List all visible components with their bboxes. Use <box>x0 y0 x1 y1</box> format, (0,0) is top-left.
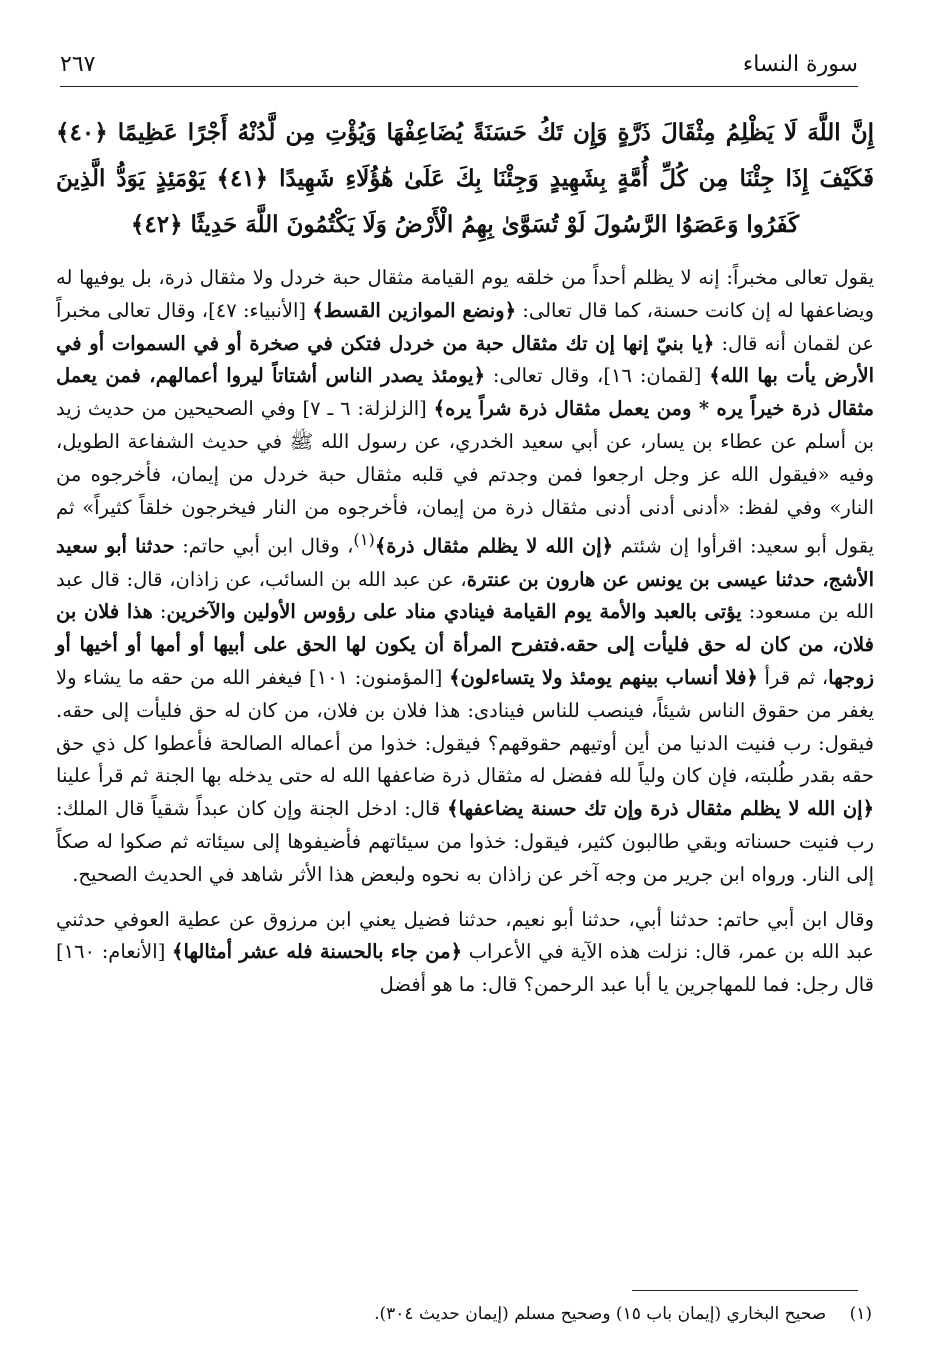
footnote <box>60 1300 872 1328</box>
p2-text-1: وقال ابن أبي حاتم: حدثنا أبي، حدثنا أبو نعيم، حدثنا فضيل يعني ابن مرزوق عن عطية العوفي حدثني عبد الله بن عمر، قال: نزلت هذه الآية في الأعراب <box>56 907 874 964</box>
p1-text-4: [الزلزلة: ٦ ـ ٧] وفي الصحيحين من حديث زيد بن أسلم عن عطاء بن يسار، عن أبي سعيد الخدري، عن رسول الله ﷺ في حديث الشفاعة الطويل، وفيه «فيقول الله عز وجل ارجعوا فمن وجدتم في قلبه مثقال حبة خردل من إيمان، فأخرجوه من النار» وفي لفظ: «أدنى أدنى أدنى مثقال ذرة من إيمان، فأخرجوه من النار فيخرجون خلقاً كثيراً» ثم يقول أبو سعيد: اقرأوا إن شئتم <box>56 397 874 558</box>
page-header <box>60 52 858 86</box>
commentary-body <box>56 262 874 1014</box>
p1-quote-4: ﴿إن الله لا يظلم مثقال ذرة﴾ <box>374 534 614 558</box>
page-number: ٢٦٧ <box>60 52 96 77</box>
footnote-rule <box>632 1290 858 1291</box>
p1-quote-1: ﴿ونضع الموازين القسط﴾ <box>312 298 516 322</box>
quran-verse: إِنَّ اللَّهَ لَا يَظْلِمُ مِثْقَالَ ذَرَّةٍ وَإِن تَكُ حَسَنَةً يُضَاعِفْهَا وَيُؤْتِ مِن لَّدُنْهُ أَجْرًا عَظِيمًا ﴿٤٠﴾ فَكَيْفَ إِذَا جِئْنَا مِن كُلِّ أُمَّةٍ بِشَهِيدٍ وَجِئْنَا بِكَ عَلَىٰ هَٰؤُلَاءِ شَهِيدًا ﴿٤١﴾ يَوْمَئِذٍ يَوَدُّ الَّذِينَ كَفَرُوا وَعَصَوُا الرَّسُولَ لَوْ تُسَوَّىٰ بِهِمُ الْأَرْضُ وَلَا يَكْتُمُونَ اللَّهَ حَدِيثًا ﴿٤٢﴾ <box>56 119 874 238</box>
p2-text-2: [الأنعام: ١٦٠] قال رجل: فما للمهاجرين يا أبا عبد الرحمن؟ قال: ما هو أفضل <box>56 940 874 997</box>
p1-text-2: [الأنبياء: ٤٧]، وقال تعالى مخبراً عن لقمان أنه قال: <box>56 298 874 355</box>
p1-bold-2: يؤتى بالعبد والأمة يوم القيامة فينادي مناد على رؤوس الأولين والآخرين <box>166 600 742 624</box>
p1-text-3: [لقمان: ١٦]، وقال تعالى: <box>485 364 710 388</box>
header-rule <box>60 86 858 87</box>
commentary-paragraph-2 <box>56 904 874 1002</box>
p1-bold-3: هذا فلان بن فلان، من كان له حق فليأت إلى حقه.فتفرح المرأة أن يكون لها الحق على أبيها أو أمها أو أخيها أو زوجها <box>56 600 874 690</box>
p1-text-7: : <box>152 600 167 624</box>
p1-text-8: ، ثم قرأ <box>757 666 829 690</box>
commentary-paragraph-1 <box>56 262 874 892</box>
p1-text-9: [المؤمنون: ١٠١] فيغفر الله من حقه ما يشاء ولا يغفر من حقوق الناس شيئاً، فينصب للناس فينادى: هذا فلان بن فلان، من كان له حق فليأت إلى حقه. فيقول: رب فنيت الدنيا من أين أوتيهم حقوقهم؟ فيقول: خذوا من أعماله الصالحة فأعطوا كل ذي حق حقه بقدر طُلبته، فإن كان ولياً لله ففضل له مثقال ذرة ضاعفها الله له حتى يدخله بها الجنة ثم قرأ علينا <box>56 666 874 788</box>
p1-text-1: يقول تعالى مخبراً: إنه لا يظلم أحداً من خلقه يوم القيامة مثقال حبة خردل ولا مثقال ذرة، بل يوفيها له ويضاعفها له إن كانت حسنة، كما قال تعالى: <box>56 266 874 322</box>
p1-text-6: ، عن عبد الله بن السائب، عن زاذان، قال: قال عبد الله بن مسعود: <box>56 567 875 624</box>
p1-bold-1: حدثنا أبو سعيد الأشج، حدثنا عيسى بن يونس عن هارون بن عنترة <box>56 534 874 591</box>
p1-quote-2: ﴿يا بنيّ إنها إن تك مثقال حبة من خردل فتكن في صخرة أو في السموات أو في الأرض يأت بها الله﴾ <box>56 331 874 388</box>
p2-quote-1: ﴿من جاء بالحسنة فله عشر أمثالها﴾ <box>172 940 462 964</box>
footnote-number: (١) <box>849 1304 872 1324</box>
footnote-text: صحيح البخاري (إيمان باب ١٥) وصحيح مسلم (إيمان حديث ٣٠٤). <box>374 1304 827 1324</box>
footnote-reference[interactable]: (١) <box>353 530 375 550</box>
surah-title: سورة النساء <box>742 52 858 77</box>
p1-quote-6: ﴿إن الله لا يظلم مثقال ذرة وإن تك حسنة يضاعفها﴾ <box>447 797 874 821</box>
p1-text-10: قال: ادخل الجنة وإن كان عبداً شقياً قال الملك: رب فنيت حسناته وبقي طالبون كثير، فيقول: خذوا من سيئاتهم فأضيفوها إلى سيئاته ثم صكوا له صكاً إلى النار. ورواه ابن جرير من وجه آخر عن زاذان به نحوه ولبعض هذا الأثر شاهد في الحديث الصحيح. <box>56 797 874 886</box>
p1-text-5: ، وقال ابن أبي حاتم: <box>174 534 354 558</box>
p1-quote-3: ﴿يومئذ يصدر الناس أشتاتاً ليروا أعمالهم، فمن يعمل مثقال ذرة خيراً يره * ومن يعمل مثقال ذرة شراً يره﴾ <box>56 364 874 421</box>
p1-quote-5: ﴿فلا أنساب بينهم يومئذ ولا يتساءلون﴾ <box>449 666 758 690</box>
